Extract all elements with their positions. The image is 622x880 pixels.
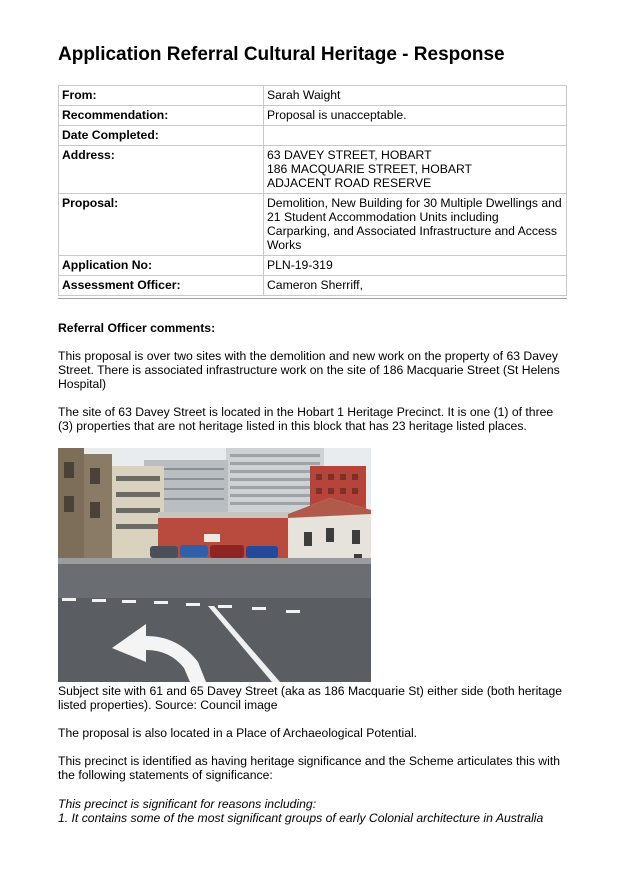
section-divider [58, 298, 567, 299]
paragraph-heritage-precinct: The site of 63 Davey Street is located in the Hobart 1 Heritage Precinct. It is one (1) of three (3) properties that are not heritage listed in this block that has 23 heritage listed places. [58, 405, 554, 433]
referral-details-table [58, 85, 567, 296]
paragraph-archaeological: The proposal is also located in a Place of Archaeological Potential. [58, 726, 418, 740]
field-value-date-completed [264, 126, 567, 146]
field-value-from: Sarah Waight [264, 86, 567, 106]
table-row [59, 146, 567, 194]
document-title: Application Referral Cultural Heritage - Response [58, 44, 505, 65]
field-value-recommendation: Proposal is unacceptable. [264, 106, 567, 126]
table-row [59, 194, 567, 256]
field-label: Proposal: [59, 194, 264, 256]
field-label: Date Completed: [59, 126, 264, 146]
field-label: From: [59, 86, 264, 106]
field-label: Recommendation: [59, 106, 264, 126]
subject-site-photo [58, 448, 371, 682]
significance-intro: This precinct is significant for reasons including: [58, 797, 317, 811]
field-value-application-no: PLN-19-319 [264, 256, 567, 276]
significance-item: 1. It contains some of the most significant groups of early Colonial architecture in Australia [58, 811, 544, 825]
table-row [59, 256, 567, 276]
field-label: Assessment Officer: [59, 276, 264, 296]
field-value-assessment-officer: Cameron Sherriff, [264, 276, 567, 296]
table-row [59, 276, 567, 296]
table-row [59, 126, 567, 146]
photo-caption: Subject site with 61 and 65 Davey Street (aka as 186 Macquarie St) either side (both heritage listed properties). Source: Council image [58, 684, 563, 712]
paragraph-sites: This proposal is over two sites with the demolition and new work on the property of 63 Davey Street. There is associated infrastructure work on the site of 186 Macquarie Street (St Helens Hospital) [58, 349, 560, 391]
paragraph-significance: This precinct is identified as having heritage significance and the Scheme articulates this with the following statements of significance: [58, 754, 560, 782]
field-value-address: 63 DAVEY STREET, HOBART 186 MACQUARIE STREET, HOBART ADJACENT ROAD RESERVE [264, 146, 567, 194]
comments-heading: Referral Officer comments: [58, 321, 216, 335]
table-row [59, 86, 567, 106]
field-value-proposal: Demolition, New Building for 30 Multiple Dwellings and 21 Student Accommodation Units including Carparking, and Associated Infrastructure and Access Works [264, 194, 567, 256]
field-label: Application No: [59, 256, 264, 276]
table-row [59, 106, 567, 126]
field-label: Address: [59, 146, 264, 194]
